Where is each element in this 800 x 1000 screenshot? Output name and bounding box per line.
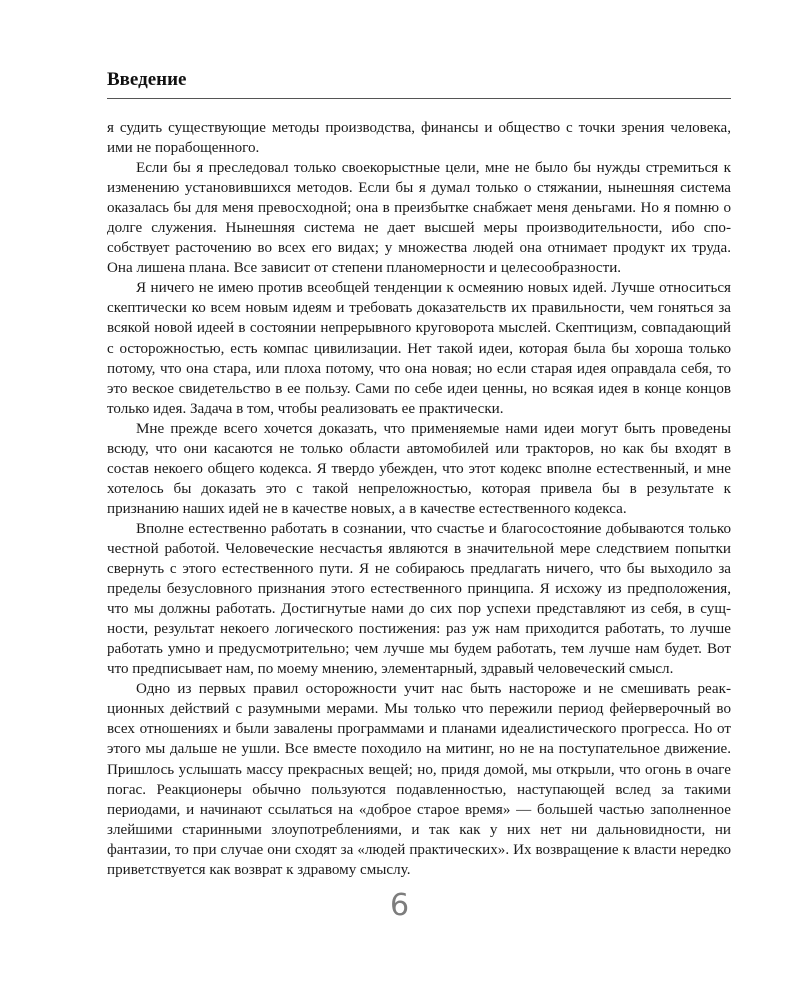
paragraph: Мне прежде всего хочется доказать, что применяемые нами идеи могут быть проведены всюду, что они касаются не только области автомобилей или тракторов, но как бы входят в состав некоего общего кодекса. Я твердо убежден, что этот кодекс вполне естественный, и мне хотелось бы доказать это с такой непреложностью, которая привела бы в результате к признанию наших идей не в качестве новых, а в качестве естественного кодекса. xyxy=(107,420,731,517)
chapter-title: Введение xyxy=(107,69,187,90)
paragraph: я судить существующие методы производства, финансы и общество с точки зрения человека, ими не порабощенного. xyxy=(107,120,731,157)
body-text xyxy=(107,118,731,880)
page-number: 6 xyxy=(389,888,411,923)
paragraph: Одно из первых правил осторожности учит нас быть настороже и не смешивать реакционных действий с разумными мерами. Мы только что пережили период фейерверочный во всех отношениях и были завалены программами и планами идеалистического прогресса. Но от этого мы дальше не ушли. Все вместе походило на митинг, но не на поступательное движение. Пришлось услышать массу прекрасных вещей; но, придя домой, мы открыли, что огонь в очаге погас. Реакционеры обычно пользуются подавленностью, наступающей вслед за такими периодами, и начинают ссылаться на «доброе старое время» — большей частью заполненное злейшими старинными злоупотреблениями, и так как у них нет ни дальновидности, ни фантазии, то при случае они сходят за «людей практических». Их возвращение к власти нередко приветствуется как возврат к здравому смыслу. xyxy=(107,681,731,878)
page-header xyxy=(107,68,731,99)
paragraph: Вполне естественно работать в сознании, что счастье и благосостояние добываются только честной работой. Человеческие несчастья являются в значительной мере следствием попытки свернуть с этого естественного пути. Я не собираюсь предлагать ничего, что бы выходило за пределы безусловного признания этого естественного принципа. Я исхожу из предположения, что мы должны работать. Достигнутые нами до сих пор успехи представляют из себя, в сущности, результат некоего логического постижения: раз уж нам приходится работать, то лучше работать умно и предусмотрительно; чем лучше мы будем работать, тем лучше нам будет. Вот что предписывает нам, по моему мнению, элементарный, здравый человеческий смысл. xyxy=(107,520,731,678)
paragraph: Если бы я преследовал только своекорыстные цели, мне не было бы нужды стремиться к изменению установившихся методов. Если бы я думал только о стяжании, нынешняя система оказалась бы для меня превосходной; она в преизбытке снабжает меня деньгами. Но я помню о долге служения. Нынешняя система не дает высшей меры производительности, ибо способствует расточению во всех его видах; у множества людей она отнимает продукт их труда. Она лишена плана. Все зависит от степени планомерности и целесообразности. xyxy=(107,160,731,277)
paragraph: Я ничего не имею против всеобщей тенденции к осмеянию новых идей. Лучше относиться скептически ко всем новым идеям и требовать доказательств их правильности, чем гоняться за всякой новой идеей в состоянии непрерывного круговорота мыслей. Скептицизм, совпадающий с осторожностью, есть компас цивилизации. Нет такой идеи, которая была бы хороша только потому, что она стара, или плоха потому, что она новая; но если старая идея оправдала себя, то это веское свидетельство в ее пользу. Сами по себе идеи ценны, но всякая идея в конце концов только идея. Задача в том, чтобы реализовать ее практически. xyxy=(107,280,731,417)
